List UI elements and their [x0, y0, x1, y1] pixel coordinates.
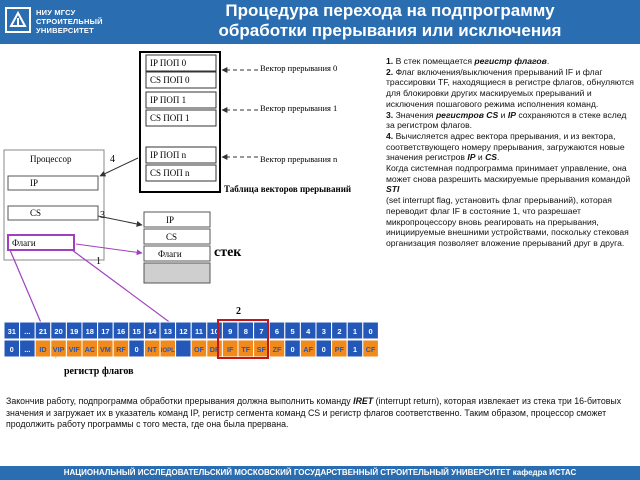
bit-flag-name: NT	[147, 345, 157, 354]
title-line-2: обработки прерывания или исключения	[218, 21, 562, 40]
processor-ip-label: IP	[30, 178, 39, 188]
bit-number: 14	[148, 327, 157, 336]
step-1-text: 1. В стек помещается регистр флагов.	[386, 56, 550, 66]
logo-line-3: УНИВЕРСИТЕТ	[36, 26, 94, 35]
bit-number: 21	[38, 327, 48, 336]
bit-flag-name: VIP	[52, 345, 65, 354]
bit-flag-name: 1	[353, 345, 357, 354]
sti-text: Когда системная подпрограмма принимает управление, она может снова разрешить маскируемые прерывания командой STI	[386, 163, 631, 195]
bit-number: 4	[306, 327, 311, 336]
bit-flag-name: OF	[194, 345, 204, 354]
stack-previous-data	[144, 263, 210, 283]
step-3-text: 3. Значения регистров CS и IP сохраняются в стеке вслед за регистром флагов.	[386, 109, 627, 131]
bit-number: 31	[7, 327, 16, 336]
arrow-step-4	[100, 158, 138, 176]
university-logo	[4, 4, 108, 38]
step-label: 4	[110, 154, 115, 165]
flags-register-table	[4, 322, 378, 357]
ivt-entry: IP ПОП 0	[150, 58, 187, 68]
bit-number: 20	[54, 327, 63, 336]
ivt-entry: CS ПОП 1	[150, 113, 190, 123]
bit-number: 13	[163, 327, 172, 336]
bit-number: 18	[85, 327, 94, 336]
bit-number: ...	[24, 327, 31, 336]
step-label: 1	[96, 256, 101, 267]
title-line-1: Процедура перехода на подпрограмму	[225, 1, 555, 20]
iret-paragraph: Закончив работу, подпрограмма обработки прерывания должна выполнить команду IRET (interrupt return), которая извлекает из стека три 16-битовых значения и загружает их в указатель команд IP, регистр сегмента команд CS и регистр флагов соответственно. Таким образом, процессор сможет продолжить работу программы с того места, где она была прервана.	[6, 396, 622, 430]
bit-flag-name: VM	[100, 345, 111, 354]
footer-bar: НАЦИОНАЛЬНЫЙ ИССЛЕДОВАТЕЛЬСКИЙ МОСКОВСКИЙ ГОСУДАРСТВЕННЫЙ СТРОИТЕЛЬНЫЙ УНИВЕРСИТЕТ кафедра ИСТАС	[0, 466, 640, 480]
bit-flag-name: ZF	[272, 345, 282, 354]
vector-label: Вектор прерывания 0	[260, 63, 338, 73]
step-label: 3	[100, 210, 105, 221]
bit-number: 6	[274, 327, 280, 336]
bit-number: 7	[259, 327, 264, 336]
processor-flags-label: Флаги	[12, 238, 36, 248]
interrupt-diagram	[0, 46, 384, 386]
bit-number: 10	[210, 327, 219, 336]
processor-cs-register	[8, 206, 98, 220]
step-2-text: 2. Флаг включения/выключения прерываний IF и флаг трассировки TF, находящиеся в регистре флагов, обнуляются для блокировки других маскируемых прерываний и исключения пошагового режима исполнения команд.	[386, 66, 634, 109]
logo-line-1: НИУ МГСУ	[36, 8, 76, 17]
bit-flag-name: IF	[227, 345, 234, 354]
bit-number: 12	[179, 327, 188, 336]
stack-ip-slot	[144, 212, 210, 227]
bit-number: 5	[290, 327, 295, 336]
vector-label: Вектор прерывания n	[260, 154, 338, 164]
bit-number: 3	[321, 327, 326, 336]
slide-title	[150, 1, 630, 41]
bit-number: 17	[101, 327, 110, 336]
header-bar	[0, 0, 640, 44]
processor-cs-label: CS	[30, 208, 42, 218]
logo-line-2: СТРОИТЕЛЬНЫЙ	[36, 17, 103, 26]
bit-flag-name: AC	[84, 345, 95, 354]
bit-flag-name: DF	[209, 345, 220, 354]
flags-register-label: регистр флагов	[64, 366, 134, 377]
bit-flag-name: 0	[290, 345, 295, 354]
bit-number: 2	[337, 327, 342, 336]
bit-number: 16	[116, 327, 126, 336]
bit-flag-name: PF	[334, 345, 344, 354]
bit-number: 1	[352, 327, 358, 336]
bit-flag-name: CF	[365, 345, 376, 354]
steps-description	[386, 56, 634, 249]
bit-flag-name: AF	[303, 345, 313, 354]
bit-number: 19	[70, 327, 79, 336]
ivt-entry: IP ПОП n	[150, 150, 187, 160]
step-4-text: 4. Вычисляется адрес вектора прерывания, и из вектора, соответствующего номеру прерывания, загружаются новые значения регистров IP и CS.	[386, 130, 625, 163]
bit-flag-name: RF	[116, 345, 126, 354]
ivt-caption: Таблица векторов прерываний	[224, 184, 352, 194]
stack-ip-label: IP	[166, 215, 175, 225]
bit-flag-name: 0	[321, 345, 326, 354]
bit-number: 11	[195, 327, 203, 336]
processor-title: Процессор	[30, 154, 72, 164]
ivt-entry: CS ПОП 0	[150, 75, 190, 85]
bit-flag-name: 0	[134, 345, 139, 354]
stack-label: стек	[214, 245, 242, 260]
bit-number: 0	[368, 327, 373, 336]
stack-flags-label: Флаги	[158, 249, 182, 259]
ivt-entry: CS ПОП n	[150, 168, 190, 178]
bit-flag-name: ...	[24, 345, 31, 354]
bit-flag-name: 0	[9, 345, 14, 354]
bit-number: 9	[228, 327, 233, 336]
vector-label: Вектор прерывания 1	[260, 103, 338, 113]
bit-number: 15	[132, 327, 141, 336]
emblem-icon	[4, 6, 32, 34]
processor-ip-register	[8, 176, 98, 190]
sti-explanation: (set interrupt flag, установить флаг прерываний), которая переводит флаг IF в состояние 1, что разрешает микропроцессору вновь реагировать на прерывания, инициируемые внешними устройствами, поскольку стековая организация позволяет вложение прерываний друг в друга.	[386, 195, 629, 248]
bit-flag-name: SF	[256, 345, 266, 354]
bit-flag-name: ID	[39, 345, 47, 354]
bit-flag-cell	[176, 340, 192, 357]
bit-number: 8	[243, 327, 248, 336]
bit-flag-name: TF	[241, 345, 251, 354]
stack-cs-label: CS	[166, 232, 178, 242]
bit-flag-name: VIF	[68, 345, 80, 354]
ivt-entry: IP ПОП 1	[150, 95, 187, 105]
bit-flag-name: IOPL	[160, 348, 175, 354]
step-label: 2	[236, 306, 241, 317]
